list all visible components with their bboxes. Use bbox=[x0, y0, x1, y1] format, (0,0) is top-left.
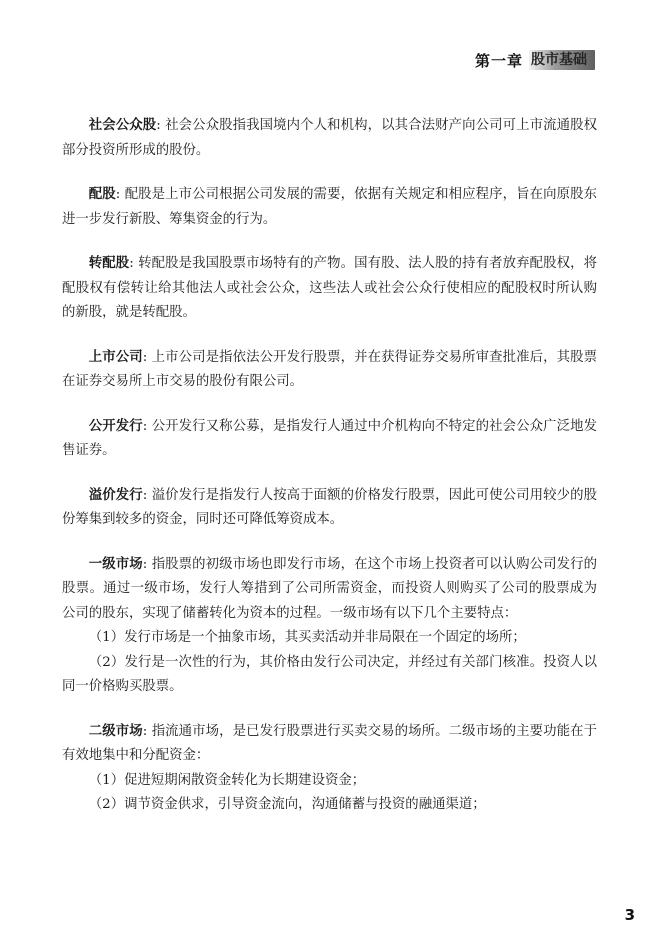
entry-term: 上市公司 bbox=[88, 349, 143, 365]
page-number: 3 bbox=[624, 906, 635, 924]
running-header bbox=[475, 49, 595, 71]
entry-separator: : bbox=[156, 118, 166, 133]
list-item: （1）促进短期闲散资金转化为长期建设资金； bbox=[88, 772, 366, 788]
list-item: （2）发行是一次性的行为，其价格由发行公司决定，并经过有关部门核准。投资人以同一价格购买股票。 bbox=[62, 654, 597, 694]
entry-transferred-rights-shares bbox=[62, 252, 597, 326]
entry-text: 指流通市场，是已发行股票进行买卖交易的场所。二级市场的主要功能在于有效地集中和分配资金： bbox=[62, 723, 598, 763]
entry-separator: : bbox=[115, 187, 125, 202]
entry-text: 上市公司是指依法公开发行股票，并在获得证券交易所审查批准后，其股票在证券交易所上市交易的股份有限公司。 bbox=[62, 349, 598, 389]
entry-term: 二级市场 bbox=[88, 723, 143, 739]
entry-text: 配股是上市公司根据公司发展的需要，依据有关规定和相应程序，旨在向原股东进一步发行新股、筹集资金的行为。 bbox=[62, 187, 598, 227]
entry-text: 公开发行又称公募，是指发行人通过中介机构向不特定的社会公众广泛地发售证券。 bbox=[62, 418, 598, 458]
entry-text: 转配股是我国股票市场特有的产物。国有股、法人股的持有者放弃配股权，将配股权有偿转让给其他法人或社会公众，这些法人或社会公众行使相应的配股权时所认购的新股，就是转配股。 bbox=[62, 256, 598, 320]
entry-listed-company bbox=[62, 346, 597, 395]
entry-text: 社会公众股指我国境内个人和机构，以其合法财产向公司可上市流通股权部分投资所形成的股份。 bbox=[62, 118, 598, 158]
entry-term: 一级市场 bbox=[88, 556, 143, 572]
entry-separator: : bbox=[142, 349, 152, 365]
entry-primary-market bbox=[62, 553, 597, 627]
entry-public-offering bbox=[62, 415, 597, 464]
entry-term: 溢价发行 bbox=[88, 487, 143, 503]
chapter-title: 股市基础 bbox=[529, 50, 595, 70]
entry-secondary-market bbox=[62, 720, 597, 769]
page-body bbox=[62, 114, 597, 818]
entry-separator: : bbox=[129, 256, 139, 271]
entry-rights-issue bbox=[62, 183, 597, 232]
list-item: （1）发行市场是一个抽象市场，其买卖活动并非局限在一个固定的场所； bbox=[88, 630, 526, 645]
entry-term: 社会公众股 bbox=[88, 118, 157, 133]
entry-social-public-shares bbox=[62, 114, 597, 163]
chapter-label: 第一章 bbox=[474, 51, 523, 70]
entry-text: 溢价发行是指发行人按高于面额的价格发行股票，因此可使公司用较少的股份筹集到较多的资金，同时还可降低筹资成本。 bbox=[62, 487, 598, 527]
entry-separator: : bbox=[142, 723, 152, 739]
entry-premium-issue bbox=[62, 484, 597, 533]
list-item: （2）调节资金供求，引导资金流向，沟通储蓄与投资的融通渠道； bbox=[88, 797, 486, 812]
entry-term: 配股 bbox=[88, 187, 116, 202]
entry-separator: : bbox=[142, 418, 152, 434]
entry-separator: : bbox=[142, 556, 152, 572]
entry-term: 公开发行 bbox=[88, 418, 143, 434]
entry-term: 转配股 bbox=[88, 256, 130, 271]
entry-text: 指股票的初级市场也即发行市场，在这个市场上投资者可以认购公司发行的股票。通过一级市场，发行人筹措到了公司所需资金，而投资人则购买了公司的股票成为公司的股东，实现了储蓄转化为资本的过程。一级市场有以下几个主要特点： bbox=[62, 556, 598, 621]
entry-separator: : bbox=[142, 487, 152, 503]
